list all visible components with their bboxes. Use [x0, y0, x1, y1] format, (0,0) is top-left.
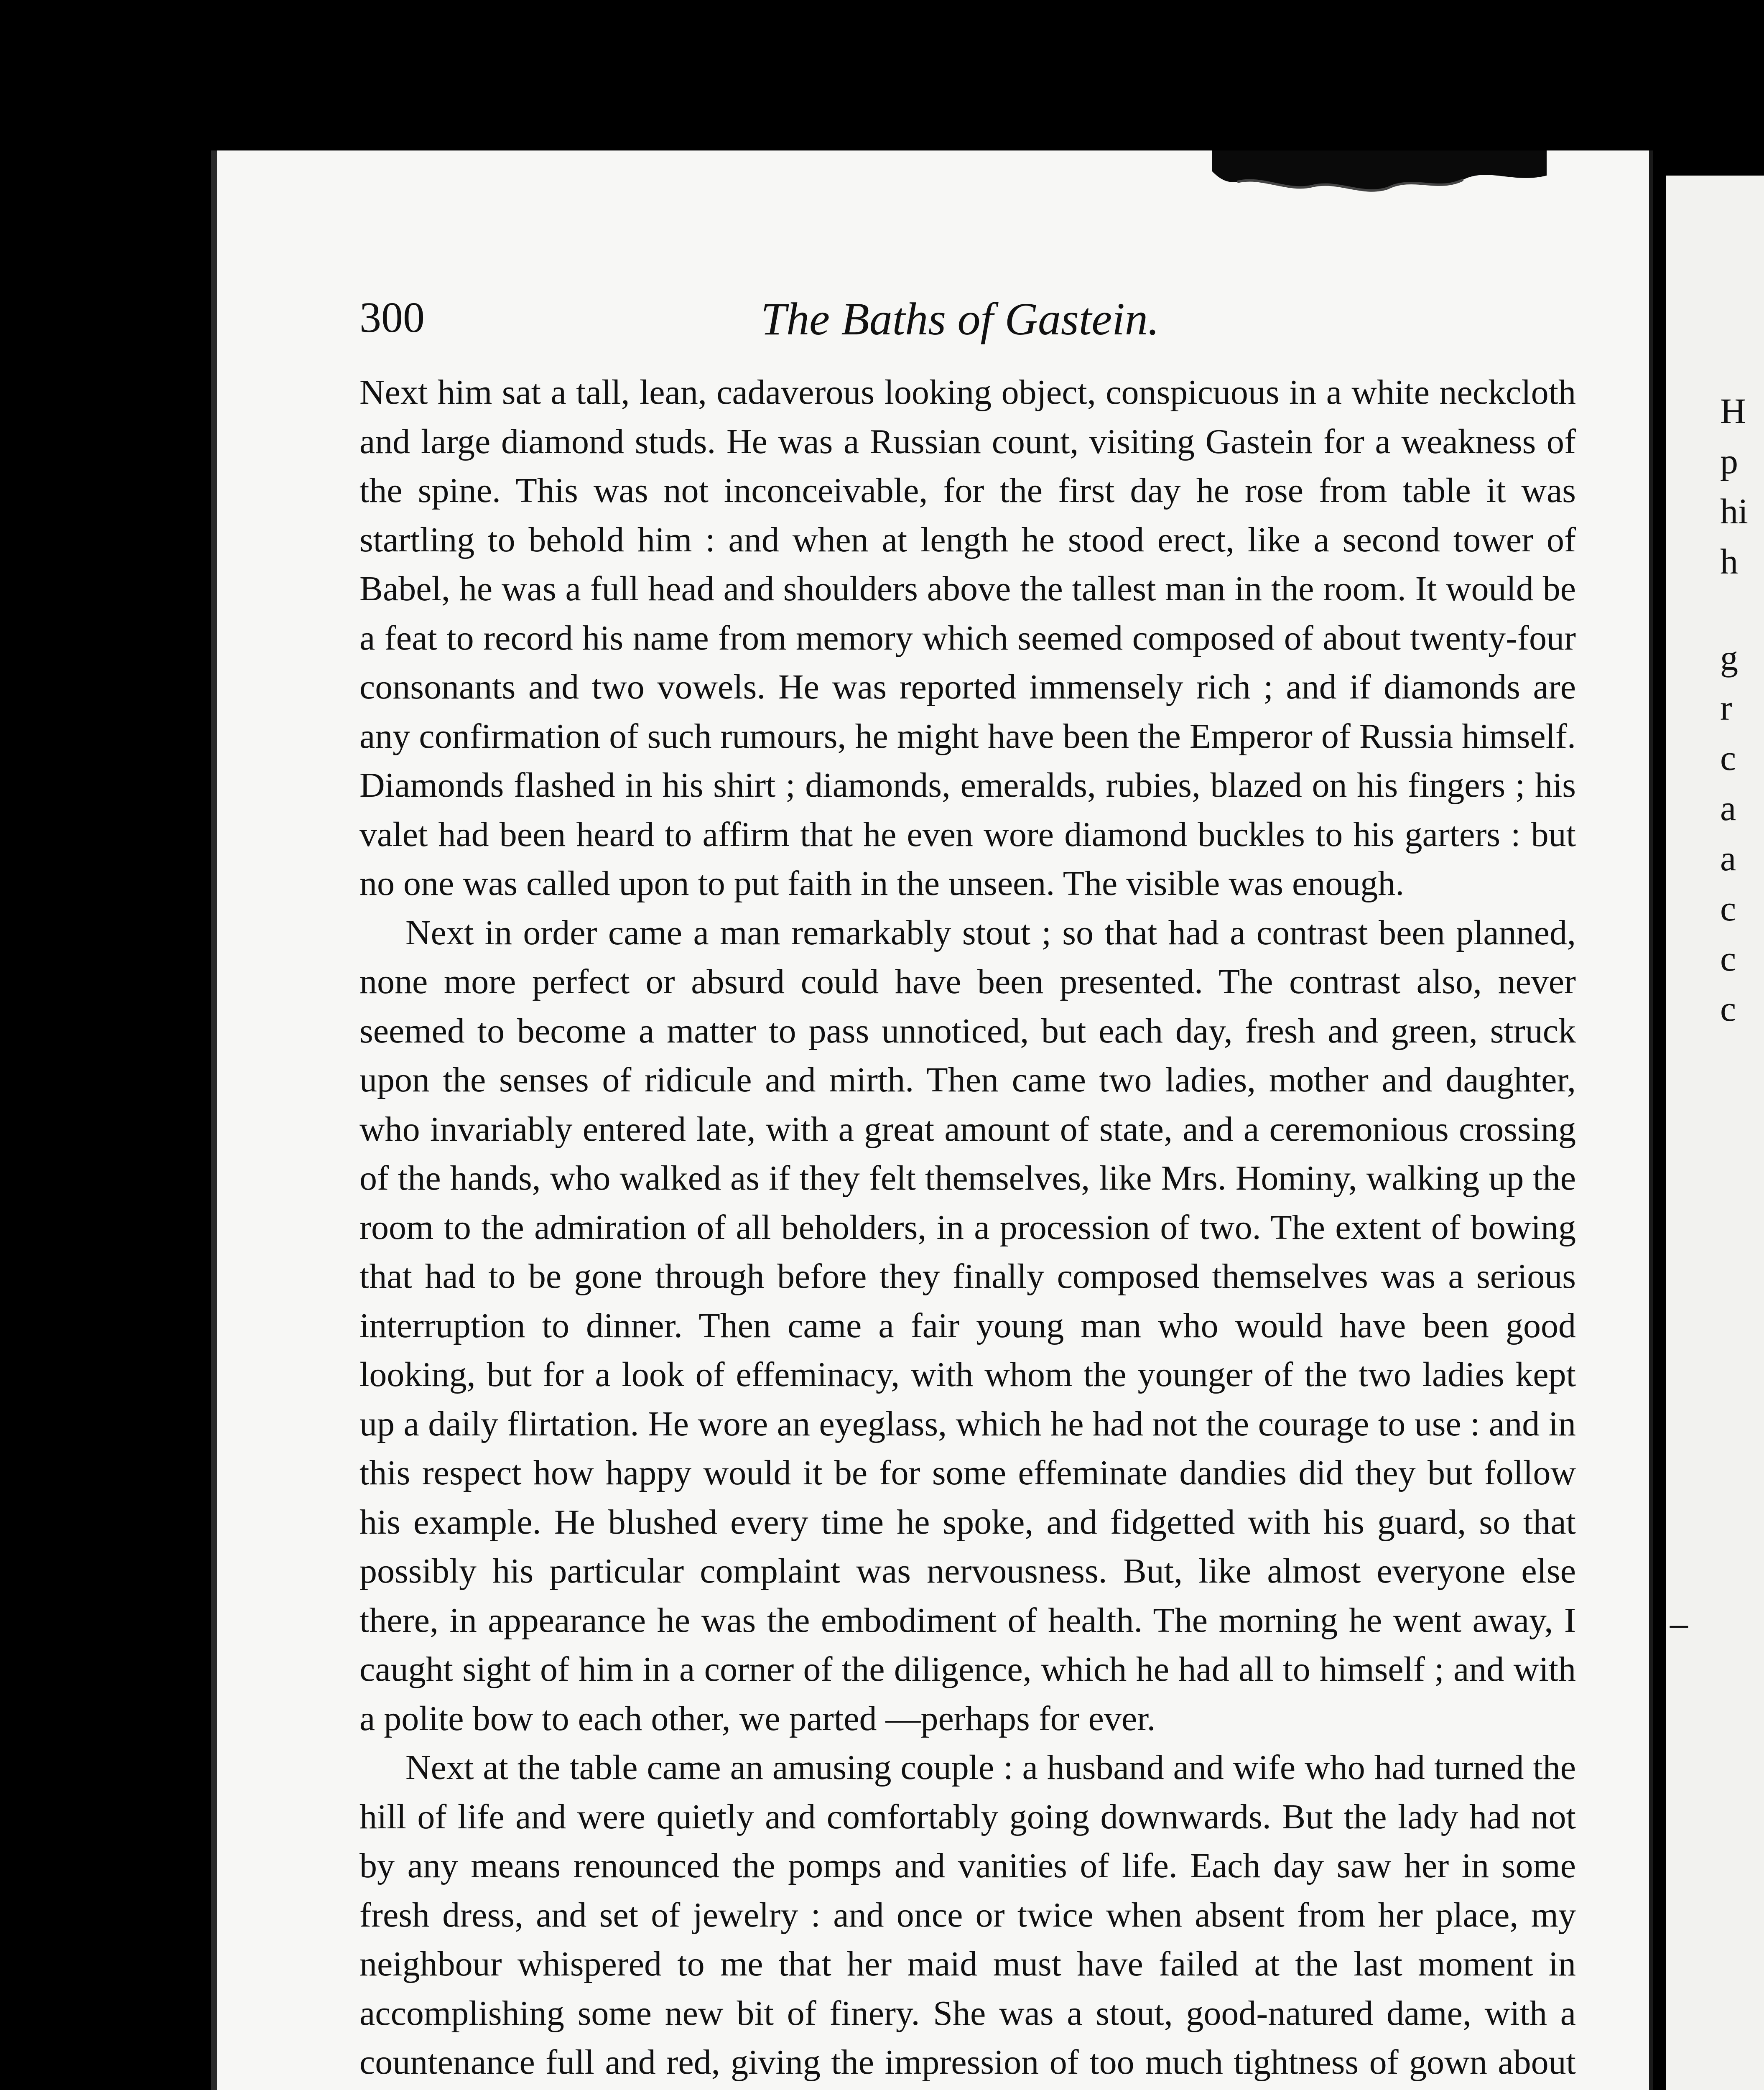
facing-page-edge [1666, 176, 1764, 2090]
torn-page-edge [1212, 150, 1547, 205]
facing-page-fragment: c [1720, 888, 1736, 928]
paragraph: Next at the table came an amusing couple : a husband and wife who had turned the hill of life and were quietly and comfortably going downwards. But the lady had not by any means renounced the pomps and vanities of life. Each day saw her in some fresh dress, and set of jewelry : and once or twice when absent from her place, my neighbour whispered to me that her maid must have failed at the last moment in accomplishing some new bit of finery. She was a stout, good-natured dame, with a countenance full and red, giving the impression of too much tightness of gown about [359, 1748, 1576, 2082]
facing-page-fragment: c [1720, 938, 1736, 979]
facing-page-fragment: c [1720, 738, 1736, 778]
page-header [359, 293, 1593, 351]
facing-page-fragment: a [1720, 788, 1736, 828]
facing-page-fragment: – [1670, 1603, 1688, 1643]
page-number: 300 [359, 293, 425, 342]
body-text [359, 368, 1576, 2090]
facing-page-fragment: r [1720, 688, 1732, 728]
facing-page-fragment: g [1720, 637, 1738, 678]
paragraph: Next him sat a tall, lean, cadaverous looking object, conspicuous in a white neckcloth and large diamond studs. He was a Russian count, visiting Gastein for a weakness of the spine. This was not inconceivable, for the first day he rose from table it was startling to behold him : and when at length he stood erect, like a second tower of Babel, he was a full head and shoulders above the tallest man in the room. It would be a feat to record his name from memory which seemed composed of about twenty-four consonants and two vowels. He was reported immensely rich ; and if diamonds are any confirmation of such rumours, he might have been the Emperor of Russia himself. Diamonds flashed in his shirt ; diamonds, emeralds, rubies, blazed on his fingers ; his valet had been heard to affirm that he even wore diamond buckles to his garters : but no one was called upon to put faith in the unseen. The visible was enough. [359, 373, 1576, 903]
facing-page-fragment: a [1720, 838, 1736, 878]
facing-page-fragment: c [1720, 989, 1736, 1029]
facing-page-fragment: h [1720, 541, 1738, 581]
paragraph: Next in order came a man remarkably stout ; so that had a contrast been planned, none more perfect or absurd could have been presented. The contrast also, never seemed to become a matter to pass unnoticed, but each day, fresh and green, struck upon the senses of ridicule and mirth. Then came two ladies, mother and daughter, who invariably entered late, with a great amount of state, and a ceremonious crossing of the hands, who walked as if they felt themselves, like Mrs. Hominy, walking up the room to the admiration of all beholders, in a procession of two. The extent of bowing that had to be gone through before they finally composed themselves was a serious interruption to dinner. Then came a fair young man who would have been good looking, but for a look of effeminacy, with whom the younger of the two ladies kept up a daily flirtation. He wore an eyeglass, which he had not the courage to use : and in this respect how happy would it be for some effeminate dandies did they but follow his example. He blushed every time he spoke, and fidgetted with his guard, so that possibly his particular complaint was nervousness. But, like almost everyone else there, in appearance he was the embodiment of health. The morning he went away, I caught sight of him in a corner of the diligence, which he had all to himself ; and with a polite bow to each other, we parted —perhaps for ever. [359, 913, 1576, 1738]
running-title: The Baths of Gastein. [761, 293, 1160, 344]
facing-page-fragment: p [1720, 441, 1738, 481]
facing-page-fragment: H [1720, 391, 1746, 431]
facing-page-fragment: hi [1720, 491, 1748, 531]
